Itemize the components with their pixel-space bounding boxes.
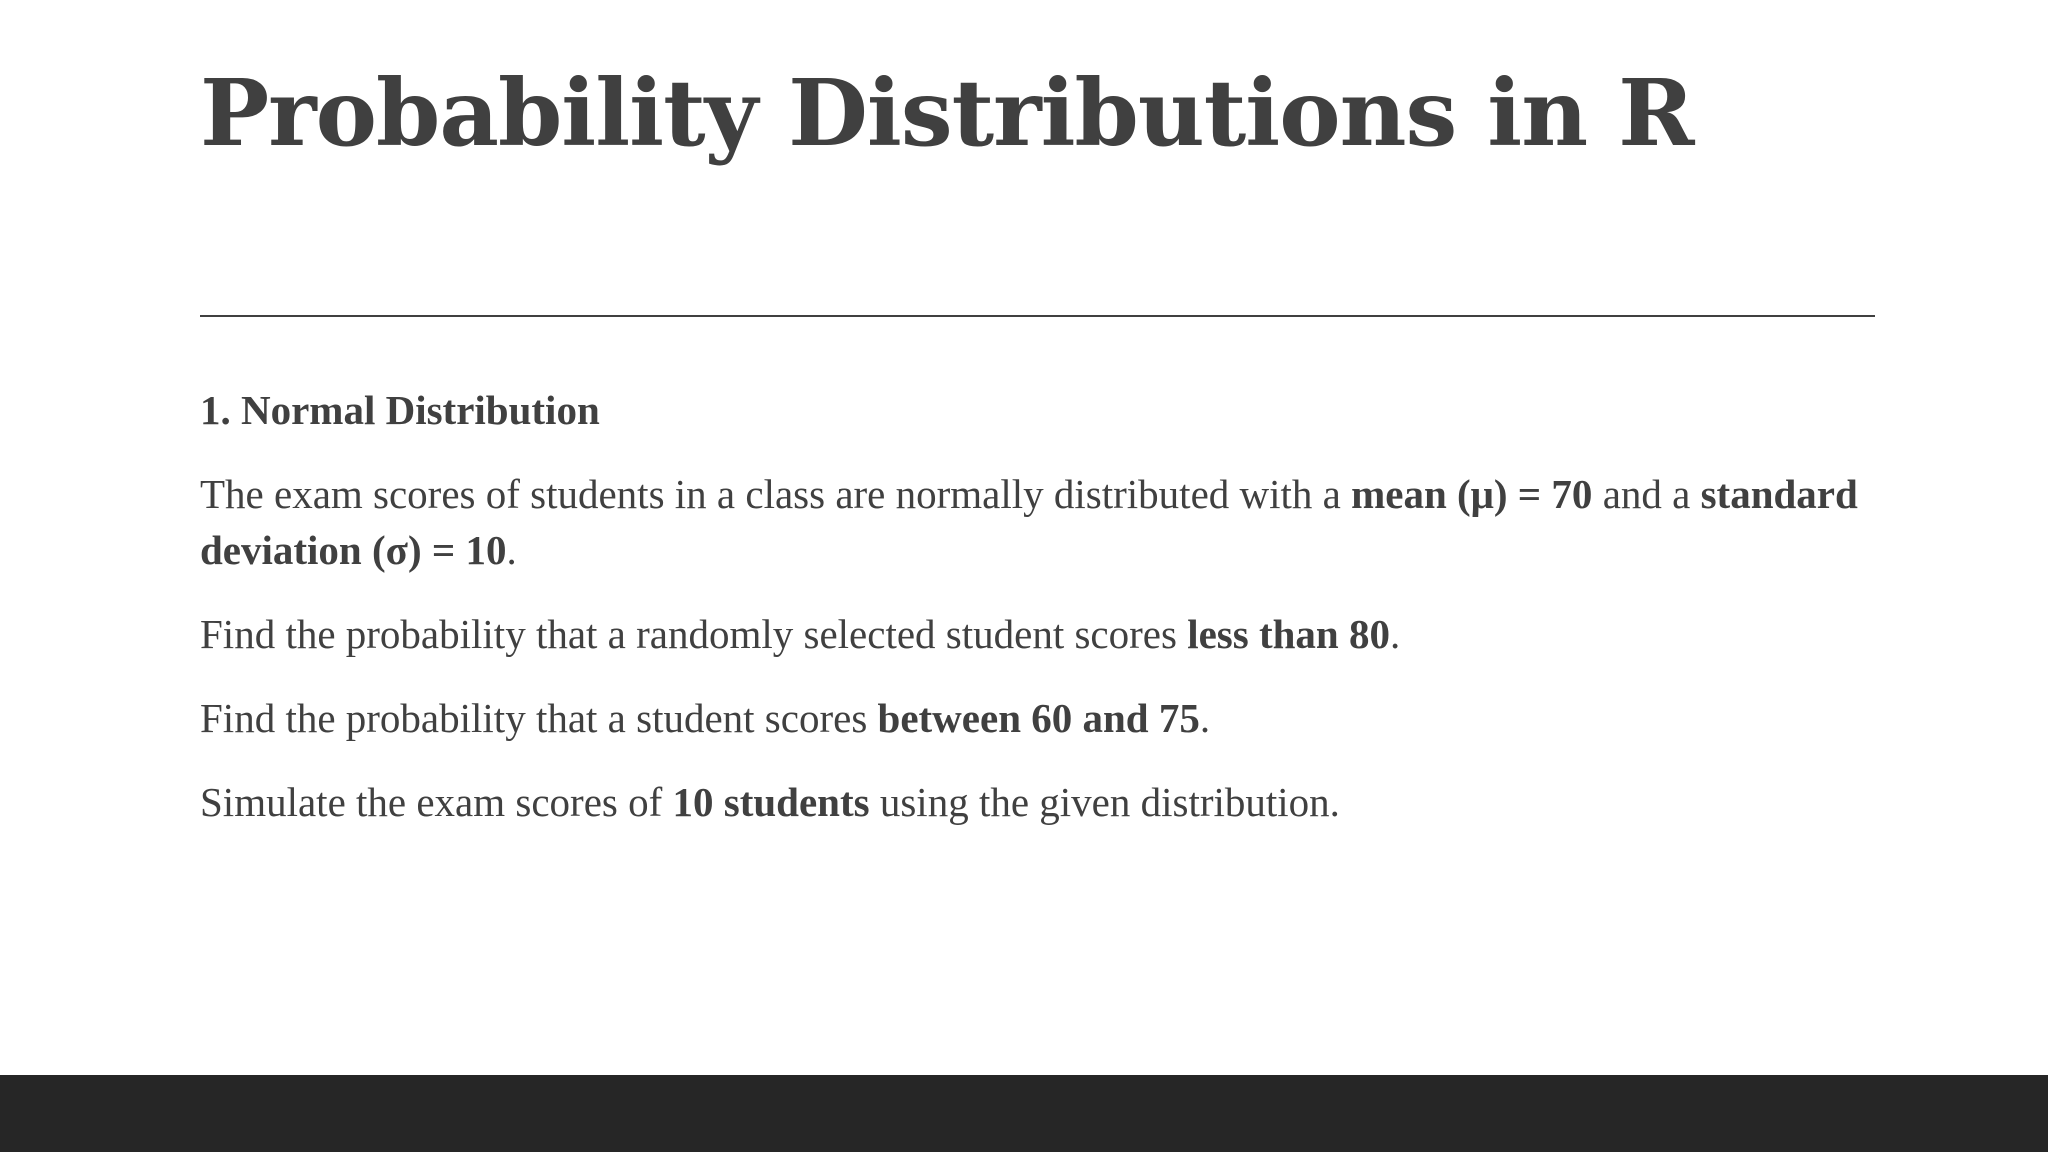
footer-bar [0, 1075, 2048, 1152]
text-run: Simulate the exam scores of [200, 779, 673, 825]
paragraph-problem-statement [200, 466, 1880, 578]
slide-title: Probability Distributions in R [200, 59, 1694, 167]
paragraph-task-simulate [200, 774, 1880, 830]
slide-body [200, 382, 1880, 858]
text-run-bold: 10 students [672, 779, 870, 825]
text-run: . [1199, 695, 1211, 741]
paragraph-task-less-than [200, 606, 1880, 662]
text-run: . [1389, 611, 1401, 657]
text-run-bold: standard deviation (σ) = 10 [200, 471, 1858, 573]
section-heading: 1. Normal Distribution [200, 387, 600, 433]
text-run: using the given distribution. [869, 779, 1340, 825]
paragraph-task-between [200, 690, 1880, 746]
text-run: The exam scores of students in a class are normally distributed with a [200, 471, 1352, 517]
text-run: . [506, 527, 517, 573]
title-divider [200, 315, 1875, 317]
text-run-bold: between 60 and 75 [877, 695, 1200, 741]
text-run-bold: mean (μ) = 70 [1351, 471, 1593, 517]
text-run-bold: less than 80 [1187, 611, 1390, 657]
text-run: Find the probability that a student scores [200, 695, 878, 741]
text-run: and a [1592, 471, 1701, 517]
text-run: Find the probability that a randomly selected student scores [200, 611, 1188, 657]
